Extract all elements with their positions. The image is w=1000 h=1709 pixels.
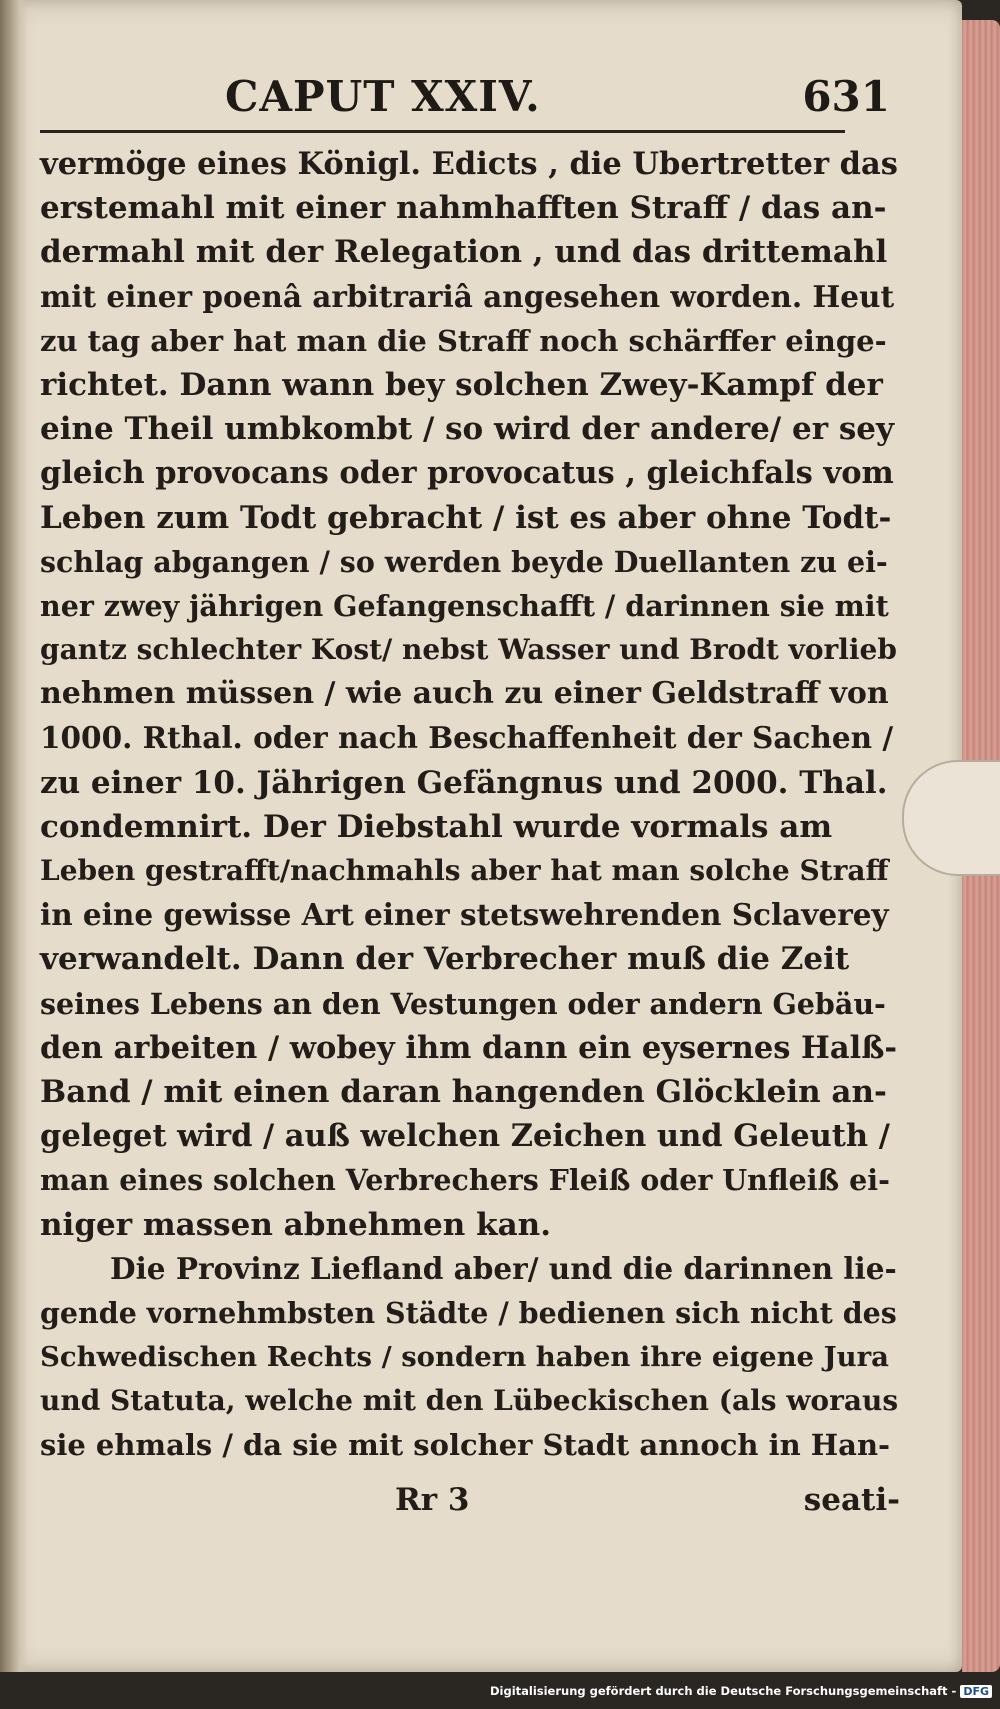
signature-mark: Rr 3	[395, 1482, 470, 1518]
text-line: und Statuta, welche mit den Lübeckischen (als woraus	[40, 1384, 899, 1418]
text-line: erstemahl mit einer nahmhafften Straff / das an-	[40, 190, 887, 227]
running-head	[40, 72, 890, 132]
text-line: Leben gestrafft/nachmahls aber hat man solche Straff	[40, 854, 889, 887]
text-line: zu tag aber hat man die Straff noch schärffer einge-	[40, 323, 887, 358]
text-line: Leben zum Todt gebracht / ist es aber ohne Todt-	[40, 499, 892, 536]
text-line: man eines solchen Verbrechers Fleiß oder Unfleiß ei-	[40, 1163, 890, 1198]
text-line: gantz schlechter Kost/ nebst Wasser und Brodt vorlieb	[40, 633, 897, 667]
catchword-line	[40, 1482, 900, 1526]
digitization-credit	[0, 1684, 992, 1698]
header-rule	[40, 130, 845, 133]
text-line: eine Theil umbkombt / so wird der andere/ er sey	[40, 411, 895, 448]
text-line: Schwedischen Rechts / sondern haben ihre eigene Jura	[40, 1341, 889, 1374]
text-line: Band / mit einen daran hangenden Glöcklein an-	[40, 1073, 887, 1110]
text-line: zu einer 10. Jährigen Gefängnus und 2000. Thal.	[40, 764, 888, 801]
text-line: geleget wird / auß welchen Zeichen und Geleuth /	[40, 1118, 890, 1155]
book-gutter	[0, 0, 28, 1672]
text-line: richtet. Dann wann bey solchen Zwey-Kampf der	[40, 366, 883, 403]
credit-text: Digitalisierung gefördert durch die Deutsche Forschungsgemeinschaft -	[489, 1684, 957, 1698]
text-line: dermahl mit der Relegation , und das drittemahl	[40, 234, 888, 271]
text-line: gende vornehmbsten Städte / bedienen sich nicht des	[40, 1295, 897, 1330]
catchword: seati-	[803, 1482, 900, 1518]
chapter-title: CAPUT XXIV.	[225, 72, 541, 121]
text-line: condemnirt. Der Diebstahl wurde vormals am	[40, 808, 833, 845]
text-line: schlag abgangen / so werden beyde Duellanten zu ei-	[40, 544, 888, 579]
text-line: nehmen müssen / wie auch zu einer Geldstraff von	[40, 676, 889, 712]
text-line: verwandelt. Dann der Verbrecher muß die Zeit	[40, 941, 850, 978]
text-line: mit einer poenâ arbitrariâ angesehen worden. Heut	[40, 278, 895, 314]
text-line: 1000. Rthal. oder nach Beschaffenheit der Sachen /	[40, 720, 894, 756]
text-line: ner zwey jährigen Gefangenschafft / darinnen sie mit	[40, 588, 889, 623]
page-number: 631	[802, 72, 890, 121]
text-line: niger massen abnehmen kan.	[40, 1206, 552, 1243]
text-line: vermöge eines Königl. Edicts , die Ubertretter das	[40, 146, 898, 182]
text-line: gleich provocans oder provocatus , gleichfals vom	[40, 455, 894, 492]
text-line: seines Lebens an den Vestungen oder andern Gebäu-	[40, 986, 886, 1021]
body-text	[40, 142, 900, 1468]
text-line: Die Provinz Liefland aber/ und die darinnen lie-	[110, 1250, 897, 1286]
text-line: sie ehmals / da sie mit solcher Stadt annoch in Han-	[40, 1428, 891, 1463]
page-clip	[902, 760, 1000, 876]
text-line: in eine gewisse Art einer stetswehrenden Sclaverey	[40, 897, 889, 933]
dfg-logo: DFG	[960, 1685, 992, 1698]
text-line: den arbeiten / wobey ihm dann ein eysernes Halß-	[40, 1029, 898, 1066]
